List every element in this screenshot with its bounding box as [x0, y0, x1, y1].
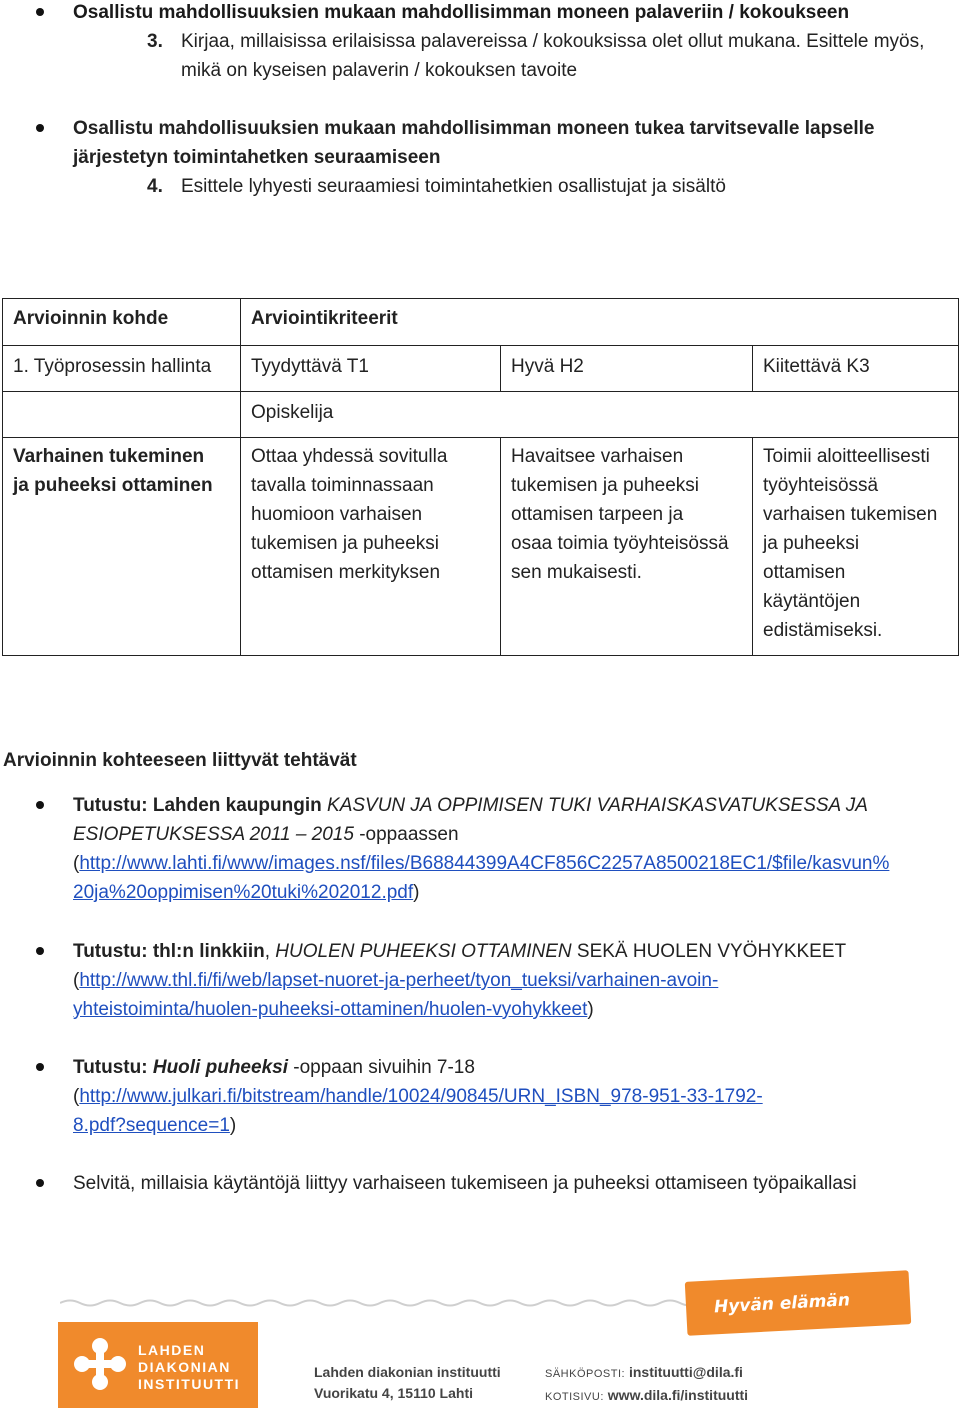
cell-work-process: 1. Työprosessin hallinta	[3, 346, 241, 392]
bullet-observe-line1: Osallistu mahdollisuuksien mukaan mahdollisimman moneen tukea tarvitsevalle lapselle	[73, 118, 875, 139]
header-assessment-target: Arvioinnin kohde	[3, 299, 241, 346]
task-1-line4: 20ja%20oppimisen%20tuki%202012.pdf)	[73, 882, 420, 903]
task-3-line1: Kirjaa, millaisissa erilaisissa palavereissa / kokouksissa olet ollut mukana. Esittele myös,	[181, 31, 925, 52]
task-2-line3: yhteistoiminta/huolen-puheeksi-ottaminen/huolen-vyohykkeet)	[73, 999, 594, 1020]
task-2-line1: Tutustu: thl:n linkkiin, HUOLEN PUHEEKSI OTTAMINEN SEKÄ HUOLEN VYÖHYKKEET	[73, 941, 847, 962]
slogan-banner	[685, 1270, 912, 1372]
link-julkari-cont[interactable]: 8.pdf?sequence=1	[73, 1115, 230, 1136]
task-number-3: 3.	[147, 31, 163, 52]
task-2-line2: (http://www.thl.fi/fi/web/lapset-nuoret-ja-perheet/tyon_tueksi/varhainen-avoin-	[73, 970, 719, 991]
line: tavalla toiminnassaan	[251, 475, 434, 496]
line: osaa toimia työyhteisössä	[511, 533, 729, 554]
link-lahti-guide[interactable]: http://www.lahti.fi/www/images.nsf/files/B68844399A4CF856C2257A8500218EC1/$file/kasvun%	[79, 853, 890, 874]
street-address: Vuorikatu 4, 15110 Lahti	[314, 1385, 473, 1401]
line: edistämiseksi.	[763, 620, 883, 641]
task-3-bold: Tutustu:	[73, 1057, 148, 1078]
task-2-rest: SEKÄ HUOLEN VYÖHYKKEET	[576, 941, 847, 962]
cell-grade-k3: Kiitettävä K3	[753, 346, 959, 392]
web-link[interactable]: www.dila.fi/instituutti	[607, 1387, 749, 1403]
line: Ottaa yhdessä sovitulla	[251, 446, 448, 467]
cell-criteria-t1	[241, 438, 501, 656]
line: huomioon varhaisen	[251, 504, 423, 525]
bullet-dot	[36, 801, 44, 809]
link-thl[interactable]: http://www.thl.fi/fi/web/lapset-nuoret-ja-perheet/tyon_tueksi/varhainen-avoin-	[79, 970, 719, 991]
logo-line: INSTITUUTTI	[138, 1376, 241, 1392]
tasks-heading: Arvioinnin kohteeseen liittyvät tehtävät	[3, 750, 357, 771]
link-thl-cont[interactable]: yhteistoiminta/huolen-puheeksi-ottaminen/huolen-vyohykkeet	[73, 999, 588, 1020]
line: ja puheeksi ottaminen	[13, 475, 213, 496]
line: Varhainen tukeminen	[13, 446, 205, 467]
cross-logo-icon	[72, 1336, 128, 1392]
footer-contact	[545, 1362, 748, 1408]
task-3-line3: 8.pdf?sequence=1)	[73, 1115, 237, 1136]
slogan-text: Hyvän elämän puolesta	[713, 1290, 851, 1372]
task-1-italic: ESIOPETUKSESSA 2011 – 2015	[73, 824, 354, 845]
assessment-criteria-table	[2, 298, 959, 656]
task-2-bold: Tutustu: thl:n linkkiin	[73, 941, 265, 962]
task-1-suffix: -oppaassen	[359, 824, 459, 845]
table-row	[3, 438, 959, 656]
line: Havaitsee varhaisen	[511, 446, 684, 467]
task-2-italic: HUOLEN PUHEEKSI OTTAMINEN	[275, 941, 572, 962]
task-1-bold: Tutustu: Lahden kaupungin	[73, 795, 322, 816]
cell-criteria-h2	[501, 438, 753, 656]
task-4-text: Esittele lyhyesti seuraamiesi toimintahetkien osallistujat ja sisältö	[181, 176, 726, 197]
cell-criteria-k3	[753, 438, 959, 656]
link-julkari[interactable]: http://www.julkari.fi/bitstream/handle/10024/90845/URN_ISBN_978-951-33-1792-	[79, 1086, 763, 1107]
cell-empty	[3, 392, 241, 438]
line: tukemisen ja puheeksi	[251, 533, 439, 554]
bullet-observe-line2: järjestetyn toimintahetken seuraamiseen	[73, 147, 441, 168]
bullet-dot	[36, 1063, 44, 1071]
logo-line: LAHDEN	[138, 1342, 206, 1358]
task-number-4: 4.	[147, 176, 163, 197]
line: käytäntöjen	[763, 591, 861, 612]
cell-grade-t1: Tyydyttävä T1	[241, 346, 501, 392]
bullet-dot	[36, 8, 44, 16]
table-row	[3, 392, 959, 438]
cell-student: Opiskelija	[241, 392, 959, 438]
link-lahti-guide-cont[interactable]: 20ja%20oppimisen%20tuki%202012.pdf	[73, 882, 414, 903]
task-3-rest: -oppaan sivuihin 7-18	[293, 1057, 475, 1078]
bullet-meetings: Osallistu mahdollisuuksien mukaan mahdollisimman moneen palaveriin / kokoukseen	[73, 2, 850, 23]
bullet-dot	[36, 947, 44, 955]
bullet-dot	[36, 1179, 44, 1187]
line: sen mukaisesti.	[511, 562, 642, 583]
cell-grade-h2: Hyvä H2	[501, 346, 753, 392]
footer-address	[314, 1362, 501, 1404]
cell-early-support	[3, 438, 241, 656]
line: työyhteisössä	[763, 475, 879, 496]
table-row	[3, 299, 959, 346]
web-label: KOTISIVU:	[545, 1391, 604, 1403]
bullet-dot	[36, 124, 44, 132]
task-3-italic: Huoli puheeksi	[152, 1057, 288, 1078]
email-label: SÄHKÖPOSTI:	[545, 1368, 626, 1380]
task-1-line1	[73, 791, 868, 820]
line: ottamisen	[763, 562, 846, 583]
logo	[58, 1322, 258, 1408]
task-1-line3: (http://www.lahti.fi/www/images.nsf/files/B68844399A4CF856C2257A8500218EC1/$file/kasvun%	[73, 853, 890, 874]
logo-text	[138, 1342, 240, 1393]
task-1-italic: KASVUN JA OPPIMISEN TUKI VARHAISKASVATUKSESSA JA	[327, 795, 868, 816]
footer-wave-decoration	[60, 1298, 700, 1308]
line: tukemisen ja puheeksi	[511, 475, 699, 496]
table-row	[3, 346, 959, 392]
task-3-line1	[73, 1053, 475, 1082]
task-1-line2	[73, 820, 459, 849]
email-link[interactable]: instituutti@dila.fi	[628, 1364, 743, 1380]
task-3-line2: (http://www.julkari.fi/bitstream/handle/10024/90845/URN_ISBN_978-951-33-1792-	[73, 1086, 763, 1107]
header-assessment-criteria: Arviointikriteerit	[241, 299, 959, 346]
line: ja puheeksi	[763, 533, 860, 554]
task-4-text-bottom: Selvitä, millaisia käytäntöjä liittyy varhaiseen tukemiseen ja puheeksi ottamiseen työpaikallasi	[73, 1173, 857, 1194]
line: ottamisen merkityksen	[251, 562, 441, 583]
logo-line: DIAKONIAN	[138, 1359, 231, 1375]
institute-name: Lahden diakonian instituutti	[314, 1364, 501, 1380]
task-3-line2: mikä on kyseisen palaverin / kokouksen tavoite	[181, 60, 578, 81]
line: varhaisen tukemisen	[763, 504, 938, 525]
line: Toimii aloitteellisesti	[763, 446, 930, 467]
line: ottamisen tarpeen ja	[511, 504, 684, 525]
